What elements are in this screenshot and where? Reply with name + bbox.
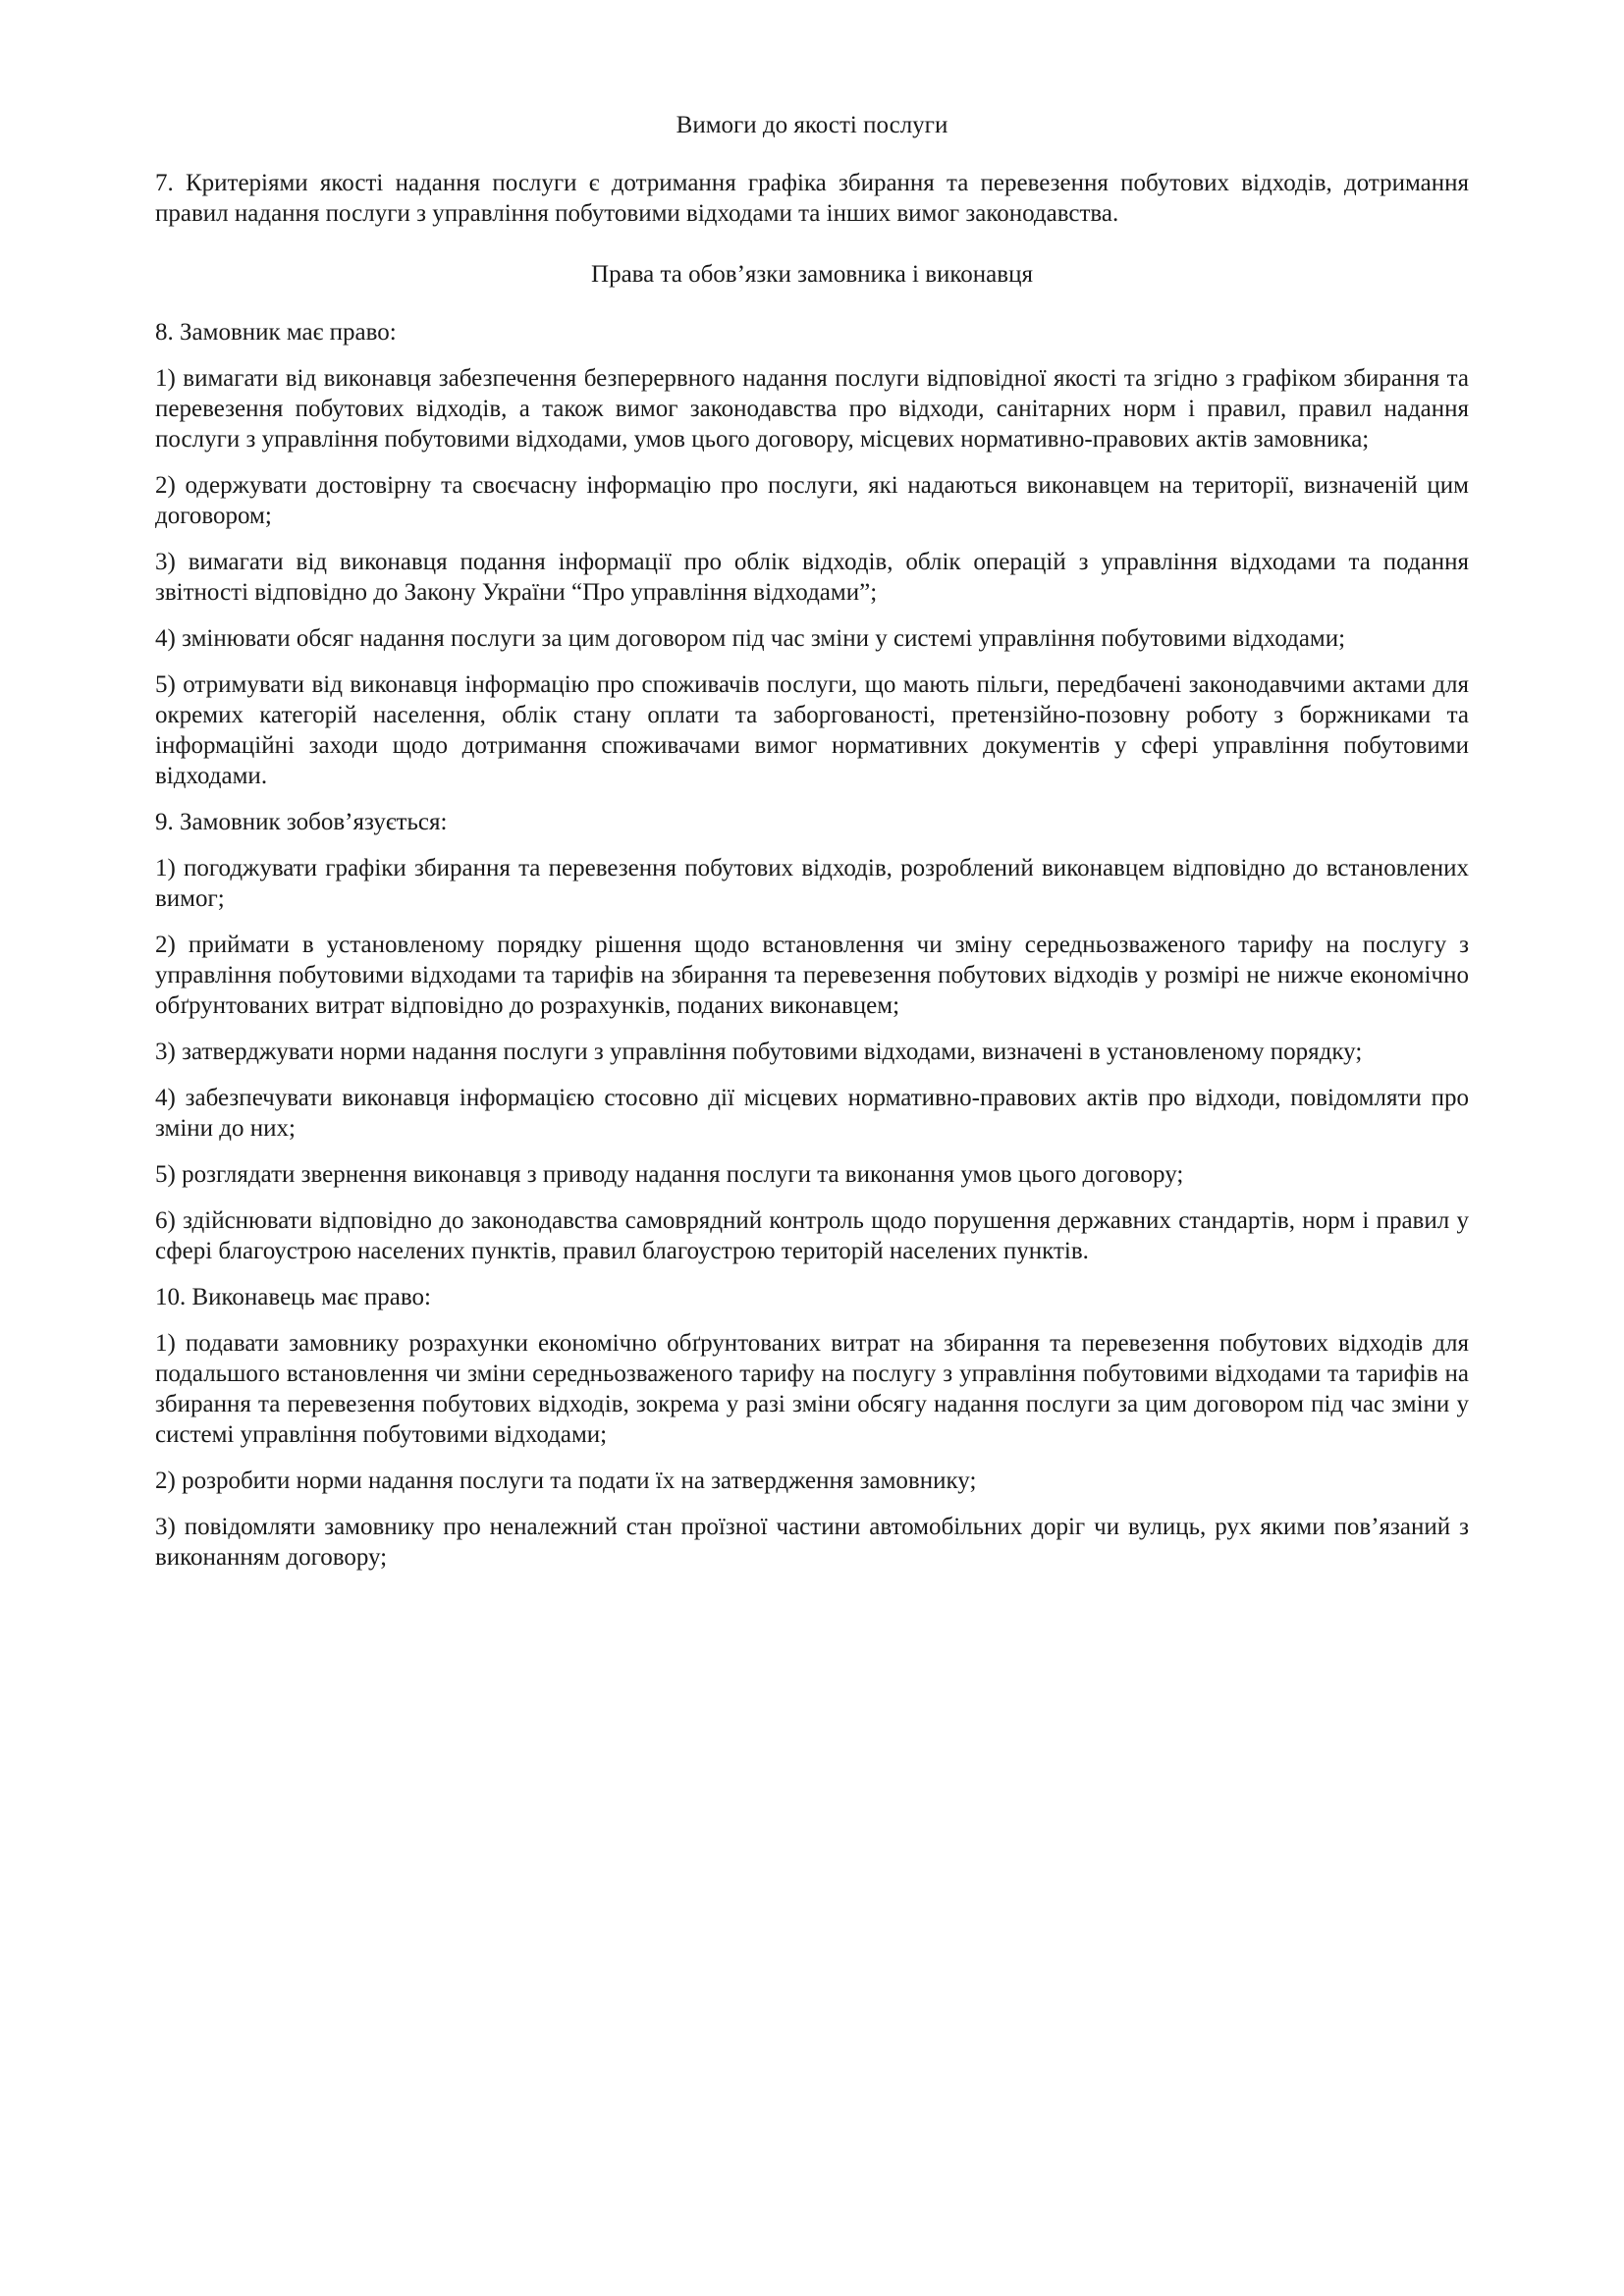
clause-10-title: 10. Виконавець має право:	[155, 1284, 431, 1310]
clause-9-item-2: 2) приймати в установленому порядку рішення щодо встановлення чи зміну середньозваженого тарифу на послугу з управління побутовими відходами та тарифів на збирання та перевезення побутових відходів у розмірі не нижче економічно обґрунтованих витрат відповідно до розрахунків, поданих виконавцем;	[155, 932, 1469, 1019]
clause-10-item-3: 3) повідомляти замовнику про неналежний стан проїзної частини автомобільних доріг чи вулиць, рух якими пов’язаний з виконанням договору;	[155, 1514, 1469, 1571]
clause-8-item-1: 1) вимагати від виконавця забезпечення безперервного надання послуги відповідної якості та згідно з графіком збирання та перевезення побутових відходів, а також вимог законодавства про відходи, санітарних норм і правил, правил надання послуги з управління побутовими відходами, умов цього договору, місцевих нормативно-правових актів замовника;	[155, 365, 1469, 453]
clause-8-item-2: 2) одержувати достовірну та своєчасну інформацію про послуги, які надаються виконавцем на території, визначеній цим договором;	[155, 472, 1469, 529]
section-heading-rights: Права та обов’язки замовника і виконавця	[591, 261, 1033, 288]
clause-8-title: 8. Замовник має право:	[155, 319, 397, 346]
clause-9-item-6: 6) здійснювати відповідно до законодавства самоврядний контроль щодо порушення державних стандартів, норм і правил у сфері благоустрою населених пунктів, правил благоустрою територій населених пунктів.	[155, 1207, 1469, 1264]
clause-8-item-3: 3) вимагати від виконавця подання інформації про облік відходів, облік операцій з управління відходами та подання звітності відповідно до Закону України “Про управління відходами”;	[155, 549, 1469, 606]
clause-10-item-2: 2) розробити норми надання послуги та подати їх на затвердження замовнику;	[155, 1468, 977, 1494]
clause-9-item-1: 1) погоджувати графіки збирання та перевезення побутових відходів, розроблений виконавцем відповідно до встановлених вимог;	[155, 855, 1469, 912]
clause-8-item-5: 5) отримувати від виконавця інформацію про споживачів послуги, що мають пільги, передбачені законодавчими актами для окремих категорій населення, облік стану оплати та заборгованості, претензійно-позовну роботу з боржниками та інформаційні заходи щодо дотримання споживачами вимог нормативних документів у сфері управління побутовими відходами.	[155, 671, 1469, 789]
clause-9-item-4: 4) забезпечувати виконавця інформацією стосовно дії місцевих нормативно-правових актів про відходи, повідомляти про зміни до них;	[155, 1085, 1469, 1142]
clause-9-title: 9. Замовник зобов’язується:	[155, 809, 448, 835]
clause-10-item-1: 1) подавати замовнику розрахунки економічно обґрунтованих витрат на збирання та перевезення побутових відходів для подальшого встановлення чи зміни середньозваженого тарифу на послугу з управління побутовими відходами та тарифів на збирання та перевезення побутових відходів, зокрема у разі зміни обсягу надання послуги за цим договором під час зміни у системі управління побутовими відходами;	[155, 1330, 1469, 1448]
clause-8-item-4: 4) змінювати обсяг надання послуги за цим договором під час зміни у системі управління побутовими відходами;	[155, 625, 1346, 652]
clause-9-item-5: 5) розглядати звернення виконавця з приводу надання послуги та виконання умов цього договору;	[155, 1161, 1184, 1188]
clause-9-item-3: 3) затверджувати норми надання послуги з управління побутовими відходами, визначені в установленому порядку;	[155, 1039, 1363, 1065]
clause-7: 7. Критеріями якості надання послуги є дотримання графіка збирання та перевезення побутових відходів, дотримання правил надання послуги з управління побутовими відходами та інших вимог законодавства.	[155, 170, 1469, 227]
document-body	[155, 110, 1469, 1573]
section-heading-quality: Вимоги до якості послуги	[676, 112, 948, 138]
